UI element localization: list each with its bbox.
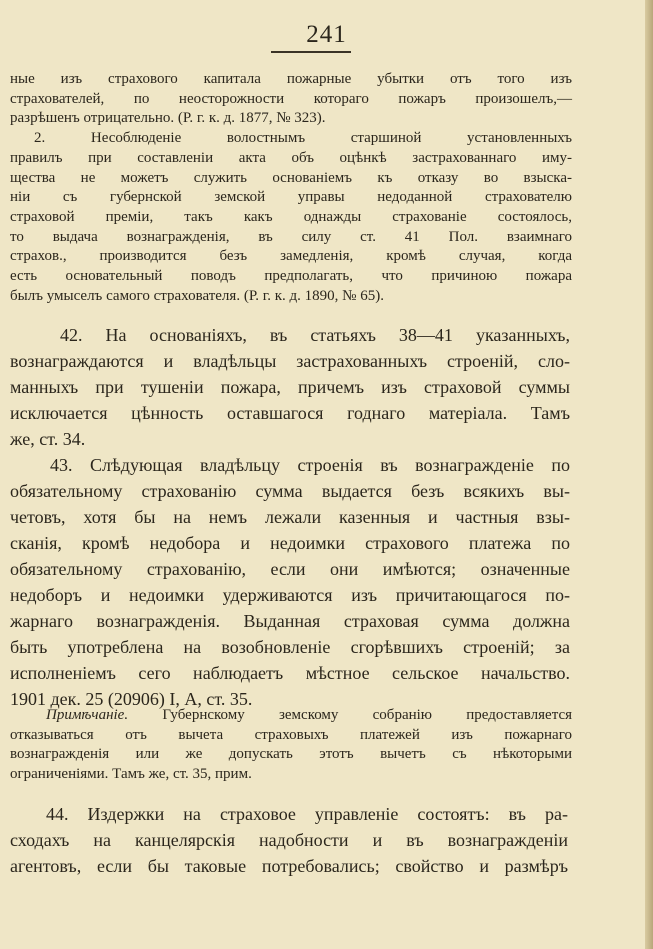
- text-line: правилъ при составленіи акта объ оцѣнкѣ застрахованнаго иму-: [10, 149, 572, 166]
- text-line: страхов., производится безъ замедленія, кромѣ случая, когда: [10, 248, 572, 265]
- note-text: Губернскому земскому собранію предоставляется: [128, 707, 572, 723]
- text-line: исключается цѣнность оставшагося годнаго матеріала. Тамъ: [10, 403, 570, 423]
- commentary-block: [10, 70, 572, 306]
- text-line: обязательному страхованію сумма выдается безъ всякихъ вы-: [10, 481, 570, 501]
- text-line: отказываться отъ вычета страховыхъ платежей изъ пожарнаго: [10, 726, 572, 743]
- text-line: четовъ, хотя бы на немъ лежали казенныя и частныя взы-: [10, 507, 570, 527]
- text-line: 44. Издержки на страховое управленіе состоятъ: въ ра-: [46, 804, 568, 824]
- text-line: то выдача вознагражденія, въ силу ст. 41 Пол. взаимнаго: [10, 228, 572, 245]
- text-line: страхователей, по неосторожности котораго пожаръ произошелъ,—: [10, 90, 572, 107]
- text-line: жарнаго вознагражденія. Выданная страховая сумма должна: [10, 611, 570, 631]
- text-line: вознаграждаются и владѣльцы застрахованныхъ строеній, сло-: [10, 351, 570, 371]
- text-line: есть основательный поводъ предполагать, что причиною пожара: [10, 268, 572, 285]
- text-line: былъ умыселъ самого страхователя. (Р. г. к. д. 1890, № 65).: [10, 287, 384, 304]
- text-line: ніи съ губернской земской управы недоданной страхователю: [10, 189, 572, 206]
- text-line: сканія, кромѣ недобора и недоимки страхового платежа по: [10, 533, 570, 553]
- note-block: [10, 706, 572, 784]
- text-line: ограниченіями. Тамъ же, ст. 35, прим.: [10, 765, 252, 782]
- text-line: [10, 706, 572, 726]
- page-number: 241: [306, 21, 347, 48]
- text-line: 2. Несоблюденіе волостнымъ старшиной установленныхъ: [34, 130, 572, 147]
- text-line: страховой преміи, такъ какъ однажды страхованіе состоялось,: [10, 208, 572, 225]
- text-line: ные изъ страхового капитала пожарные убытки отъ того изъ: [10, 71, 572, 87]
- text-line: разрѣшенъ отрицательно. (Р. г. к. д. 1877, № 323).: [10, 110, 326, 127]
- text-line: обязательному страхованію, если они имѣются; означенные: [10, 559, 570, 579]
- text-line: агентовъ, если бы таковые потребовались; свойство и размѣръ: [10, 856, 568, 876]
- text-line: манныхъ при тушеніи пожара, причемъ изъ страховой суммы: [10, 377, 570, 397]
- text-line: 43. Слѣдующая владѣльцу строенія въ вознагражденіе по: [50, 455, 570, 475]
- article-44: [10, 801, 568, 879]
- text-line: исполненіемъ сего наблюдаетъ мѣстное сельское начальство.: [10, 663, 570, 683]
- article-42: [10, 322, 570, 452]
- text-line: сходахъ на канцелярскія надобности и въ вознагражденіи: [10, 830, 568, 850]
- text-line: недоборъ и недоимки удерживаются изъ причитающагося по-: [10, 585, 570, 605]
- text-line: же, ст. 34.: [10, 429, 86, 449]
- text-line: 1901 дек. 25 (20906) I, А, ст. 35.: [10, 689, 253, 709]
- article-43: [10, 452, 570, 712]
- text-line: 42. На основаніяхъ, въ статьяхъ 38—41 указанныхъ,: [60, 325, 570, 345]
- note-label: Примѣчаніе.: [46, 707, 129, 723]
- text-line: щества не можетъ служить основаніемъ къ отказу во взыска-: [10, 169, 572, 186]
- page-number-underline: [271, 51, 351, 53]
- page-edge: [645, 0, 653, 949]
- text-line: вознагражденія или же допускать этотъ вычетъ съ нѣкоторыми: [10, 746, 572, 762]
- text-line: быть употреблена на возобновленіе сгорѣвшихъ строеній; за: [10, 637, 570, 657]
